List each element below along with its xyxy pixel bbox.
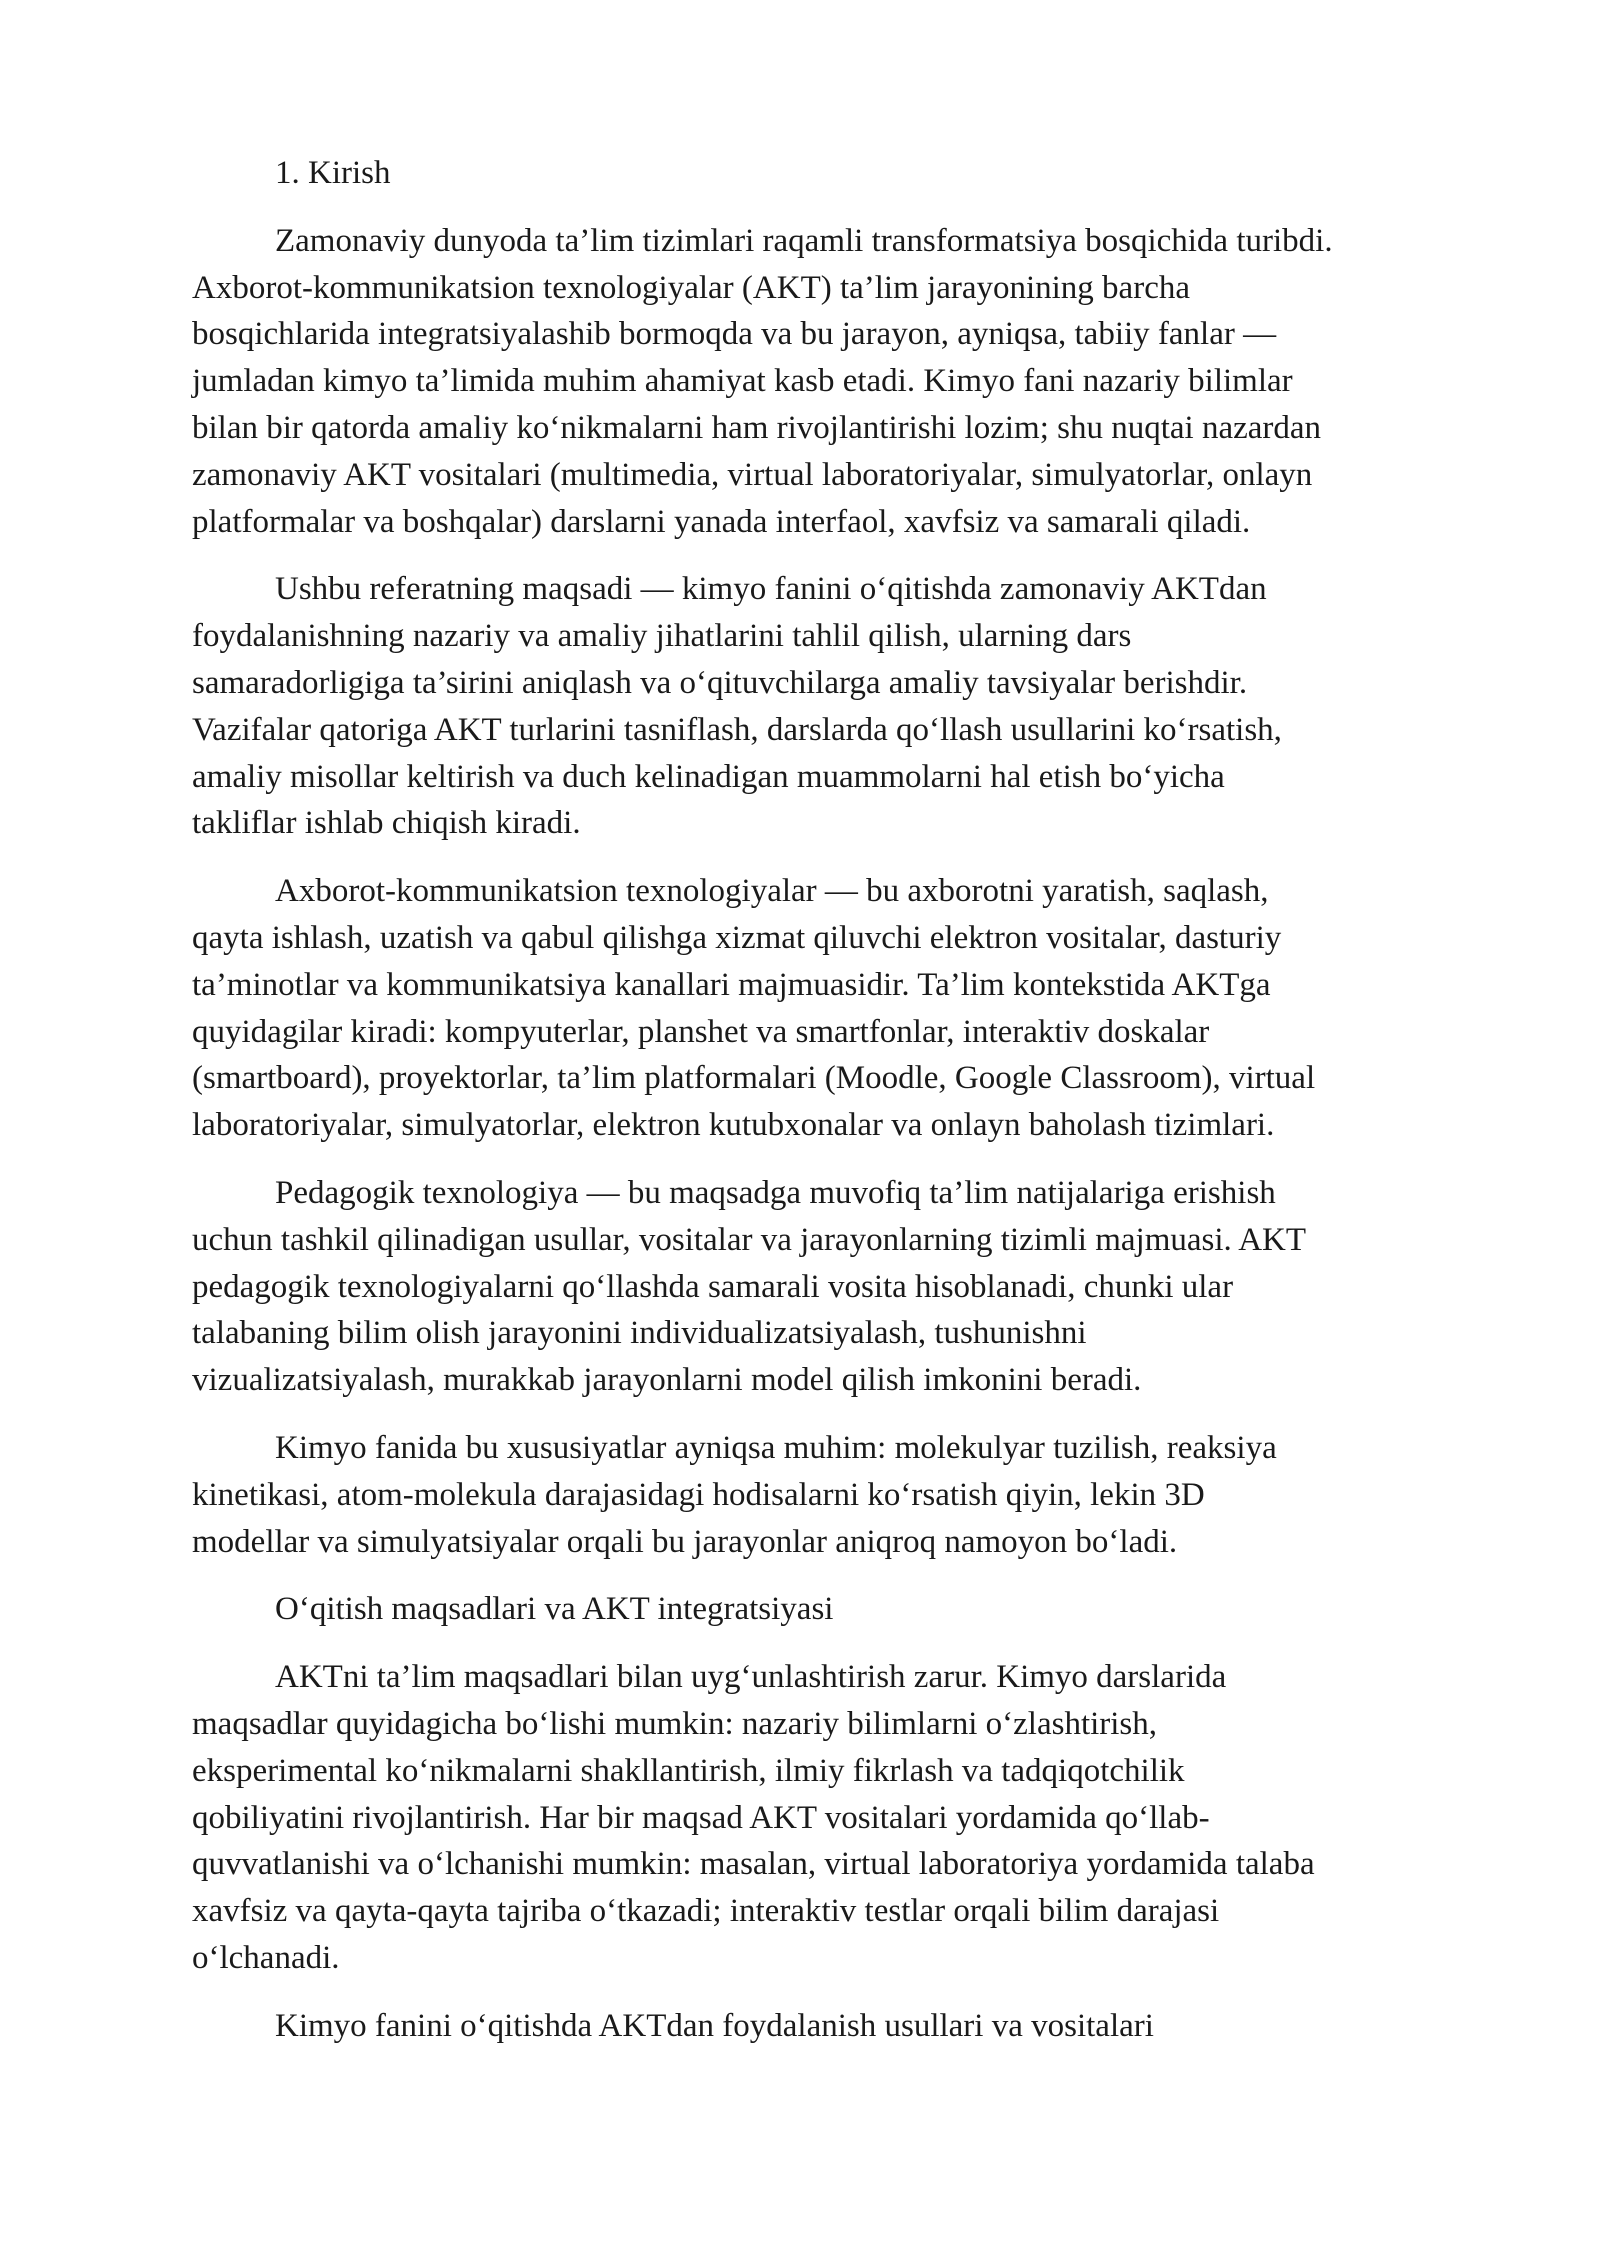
- paragraph-purpose: Ushbu referatning maqsadi — kimyo fanini o‘qitishda zamonaviy AKTdan foydalanishning nazariy va amaliy jihatlarini tahlil qilish, ularning dars samaradorligiga ta’sirini aniqlash va o‘qituvchilarga amaliy tavsiyalar berishdir. Vazifalar qatoriga AKT turlarini tasniflash, darslarda qo‘llash usullarini ko‘rsatish, amaliy misollar keltirish va duch kelinadigan muammolarni hal etish bo‘yicha takliflar ishlab chiqish kiradi.: [192, 571, 1282, 842]
- section-heading-introduction: 1. Kirish: [275, 155, 391, 191]
- paragraph-chemistry-features: Kimyo fanida bu xususiyatlar ayniqsa muhim: molekulyar tuzilish, reaksiya kinetikasi, atom-molekula darajasidagi hodisalarni ko‘rsatish qiyin, lekin 3D modellar va simulyatsiyalar orqali bu jarayonlar aniqroq namoyon bo‘ladi.: [192, 1429, 1277, 1560]
- document-body: [192, 150, 1486, 2070]
- section-heading-goals: O‘qitish maqsadlari va AKT integratsiyasi: [275, 1591, 834, 1628]
- paragraph-intro: Zamonaviy dunyoda ta’lim tizimlari raqamli transformatsiya bosqichida turibdi. Axborot-kommunikatsion texnologiyalar (AKT) ta’lim jarayonining barcha bosqichlarida integratsiyalashib bormoqda va bu jarayon, ayniqsa, tabiiy fanlar — jumladan kimyo ta’limida muhim ahamiyat kasb etadi. Kimyo fani nazariy bilimlar bilan bir qatorda amaliy ko‘nikmalarni ham rivojlantirishi lozim; shu nuqtai nazardan zamonaviy AKT vositalari (multimedia, virtual laboratoriyalar, simulyatorlar, onlayn platformalar va boshqalar) darslarni yanada interfaol, xavfsiz va samarali qiladi.: [192, 222, 1333, 540]
- paragraph-goals: AKTni ta’lim maqsadlari bilan uyg‘unlashtirish zarur. Kimyo darslarida maqsadlar quyidagicha bo‘lishi mumkin: nazariy bilimlarni o‘zlashtirish, eksperimental ko‘nikmalarni shakllantirish, ilmiy fikrlash va tadqiqotchilik qobiliyatini rivojlantirish. Har bir maqsad AKT vositalari yordamida qo‘llab- quvvatlanishi va o‘lchanishi mumkin: masalan, virtual laboratoriya yordamida talaba xavfsiz va qayta-qayta tajriba o‘tkazadi; interaktiv testlar orqali bilim darajasi o‘lchanadi.: [192, 1659, 1315, 1976]
- paragraph-ict-definition: Axborot-kommunikatsion texnologiyalar — bu axborotni yaratish, saqlash, qayta ishlash, uzatish va qabul qilishga xizmat qiluvchi elektron vositalar, dasturiy ta’minotlar va kommunikatsiya kanallari majmuasidir. Ta’lim kontekstida AKTga quyidagilar kiradi: kompyuterlar, planshet va smartfonlar, interaktiv doskalar (smartboard), proyektorlar, ta’lim platformalari (Moodle, Google Classroom), virtual laboratoriyalar, simulyatorlar, elektron kutubxonalar va onlayn baholash tizimlari.: [192, 873, 1316, 1144]
- section-heading-methods: Kimyo fanini o‘qitishda AKTdan foydalanish usullari va vositalari: [275, 2007, 1154, 2044]
- paragraph-pedagogical-technology: Pedagogik texnologiya — bu maqsadga muvofiq ta’lim natijalariga erishish uchun tashkil qilinadigan usullar, vositalar va jarayonlarning tizimli majmuasi. AKT pedagogik texnologiyalarni qo‘llashda samarali vosita hisoblanadi, chunki ular talabaning bilim olish jarayonini individualizatsiyalash, tushunishni vizualizatsiyalash, murakkab jarayonlarni model qilish imkonini beradi.: [192, 1174, 1307, 1399]
